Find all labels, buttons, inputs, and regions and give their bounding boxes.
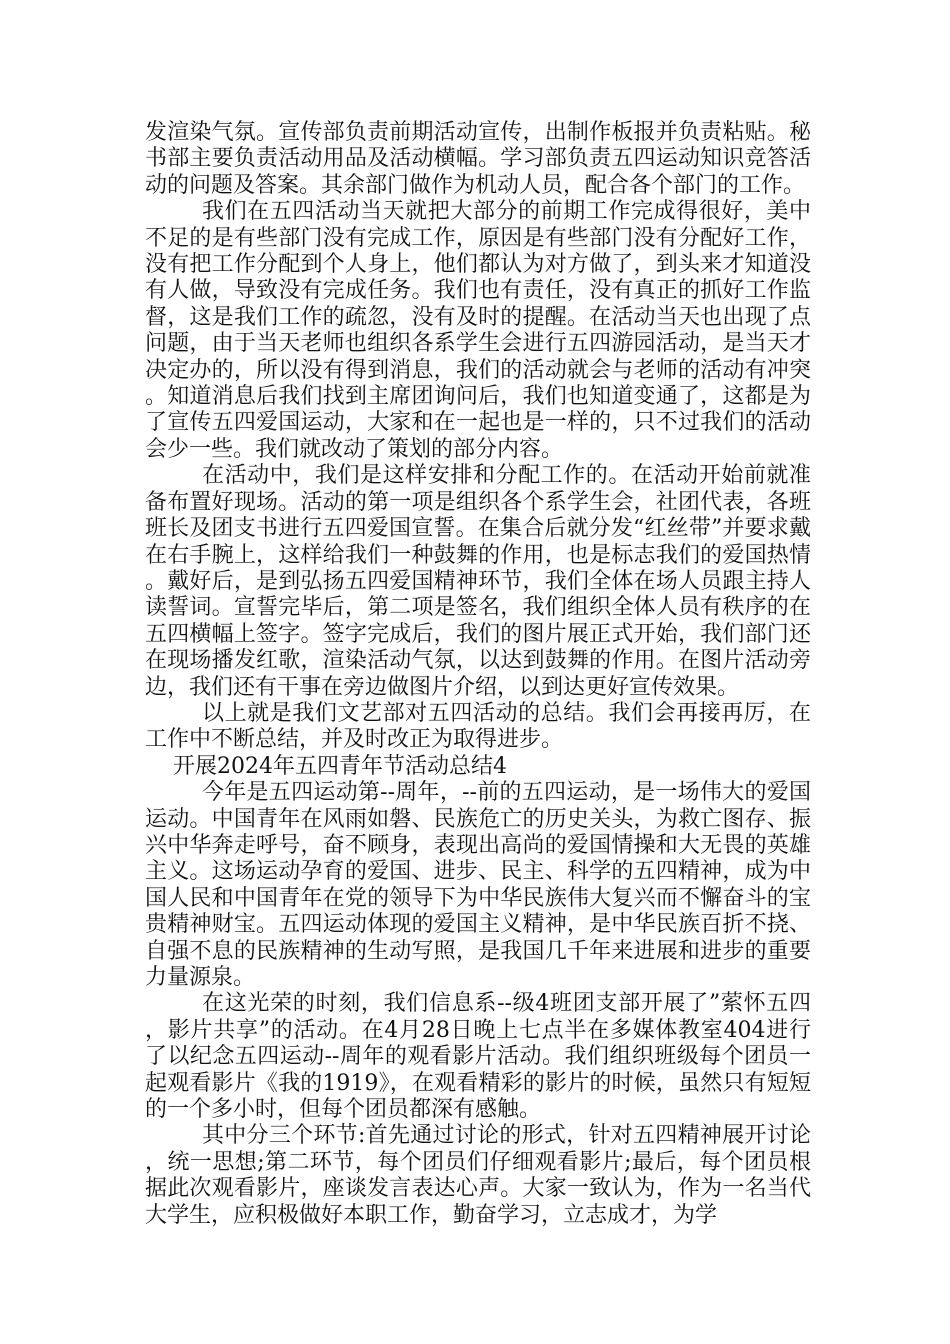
paragraph: 在活动中，我们是这样安排和分配工作的。在活动开始前就准备布置好现场。活动的第一项是组织各个系学生会，社团代表，各班班长及团支书进行五四爱国宣誓。在集合后就分发“红丝带”并要求戴在右手腕上，这样给我们一种鼓舞的作用，也是标志我们的爱国热情。戴好后，是到弘扬五四爱国精神环节，我们全体在场人员跟主持人读誓词。宣誓完毕后，第二项是签名，我们组织全体人员有秩序的在五四横幅上签字。签字完成后，我们的图片展正式开始，我们部门还在现场播发红歌，渲染活动气氛，以达到鼓舞的作用。在图片活动旁边，我们还有干事在旁边做图片介绍，以到达更好宣传效果。 [145, 463, 811, 700]
paragraph: 其中分三个环节:首先通过讨论的形式，针对五四精神展开讨论，统一思想;第二环节，每个团员们仔细观看影片;最后，每个团员根据此次观看影片，座谈发言表达心声。大家一致认为，作为一名当代大学生，应积极做好本职工作，勤奋学习，立志成才，为学 [145, 1123, 811, 1228]
paragraph: 在这光荣的时刻，我们信息系--级4班团支部开展了”萦怀五四，影片共享”的活动。在4月28日晚上七点半在多媒体教室404进行了以纪念五四运动--周年的观看影片活动。我们组织班级每个团员一起观看影片《我的1919》，在观看精彩的影片的时候，虽然只有短短的一个多小时，但每个团员都深有感触。 [145, 991, 811, 1123]
paragraph: 今年是五四运动第--周年，--前的五四运动，是一场伟大的爱国运动。中国青年在风雨如磐、民族危亡的历史关头，为救亡图存、振兴中华奔走呼号，奋不顾身，表现出高尚的爱国情操和大无畏的英雄主义。这场运动孕育的爱国、进步、民主、科学的五四精神，成为中国人民和中国青年在党的领导下为中华民族伟大复兴而不懈奋斗的宝贵精神财宝。五四运动体现的爱国主义精神，是中华民族百折不挠、自强不息的民族精神的生动写照，是我国几千年来进展和进步的重要力量源泉。 [145, 780, 811, 990]
paragraph: 我们在五四活动当天就把大部分的前期工作完成得很好，美中不足的是有些部门没有完成工作，原因是有些部门没有分配好工作，没有把工作分配到个人身上，他们都认为对方做了，到头来才知道没有人做，导致没有完成任务。我们也有责任，没有真正的抓好工作监督，这是我们工作的疏忽，没有及时的提醒。在活动当天也出现了点问题，由于当天老师也组织各系学生会进行五四游园活动，是当天才决定办的，所以没有得到消息，我们的活动就会与老师的活动有冲突。知道消息后我们找到主席团询问后，我们也知道变通了，这都是为了宣传五四爱国运动，大家和在一起也是一样的，只不过我们的活动会少一些。我们就改动了策划的部分内容。 [145, 199, 811, 462]
section-heading: 开展2024年五四青年节活动总结4 [173, 753, 507, 779]
paragraph: 以上就是我们文艺部对五四活动的总结。我们会再接再厉，在工作中不断总结，并及时改正为取得进步。 [145, 700, 811, 753]
document-page [145, 120, 811, 1229]
paragraph: 发渲染气氛。宣传部负责前期活动宣传，出制作板报并负责粘贴。秘书部主要负责活动用品及活动横幅。学习部负责五四运动知识竞答活动的问题及答案。其余部门做作为机动人员，配合各个部门的工作。 [145, 120, 811, 198]
